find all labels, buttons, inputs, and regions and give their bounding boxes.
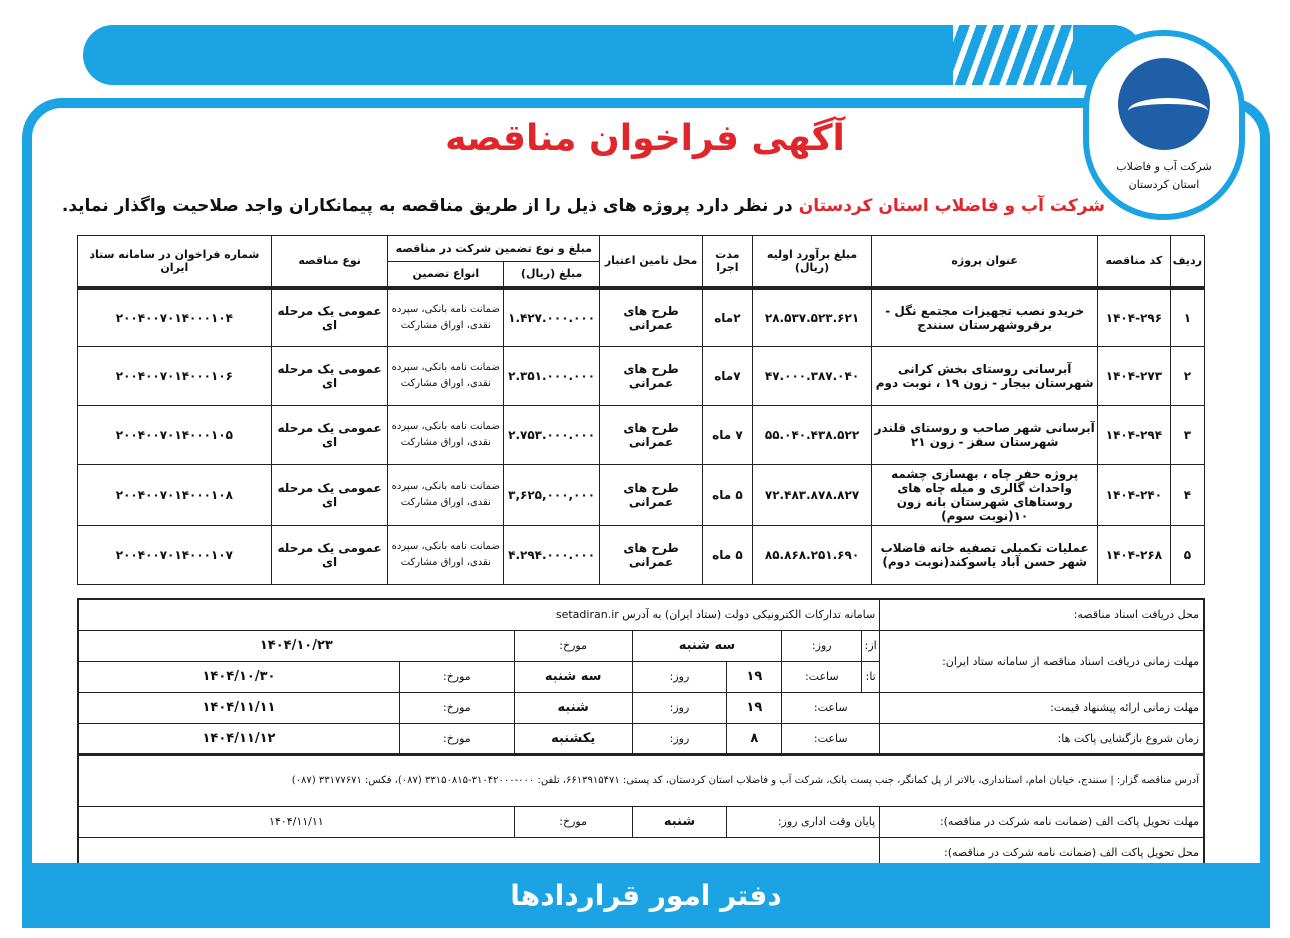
top-banner	[83, 25, 1143, 85]
cell-number: ۲۰۰۴۰۰۷۰۱۴۰۰۰۱۰۵	[78, 406, 272, 465]
stripes-decoration	[953, 25, 1073, 85]
cell-row: ۱	[1170, 288, 1204, 347]
day-label: روز:	[632, 723, 727, 754]
cell-amount: ۱.۴۲۷.۰۰۰.۰۰۰	[504, 288, 600, 347]
cell-type: عمومی یک مرحله ای	[271, 465, 388, 526]
cell-number: ۲۰۰۴۰۰۷۰۱۴۰۰۰۱۰۸	[78, 465, 272, 526]
cell-gtype: ضمانت نامه بانکی، سپرده نقدی، اوراق مشارکت	[388, 406, 504, 465]
col-type: نوع مناقصه	[271, 236, 388, 288]
from-date: ۱۴۰۴/۱۰/۲۳	[78, 630, 514, 661]
cell-gtype: ضمانت نامه بانکی، سپرده نقدی، اوراق مشارکت	[388, 288, 504, 347]
offer-day: شنبه	[514, 692, 632, 723]
cell-fund: طرح های عمرانی	[600, 347, 703, 406]
cell-estimate: ۸۵.۸۶۸.۲۵۱.۶۹۰	[752, 526, 872, 585]
col-code: کد مناقصه	[1098, 236, 1171, 288]
table-row	[78, 347, 1205, 406]
cell-number: ۲۰۰۴۰۰۷۰۱۴۰۰۰۱۰۶	[78, 347, 272, 406]
table-row	[78, 288, 1205, 347]
date-label: مورخ:	[514, 630, 632, 661]
info-table	[77, 598, 1205, 869]
offer-hour: ۱۹	[727, 692, 782, 723]
cell-row: ۲	[1170, 347, 1204, 406]
logo-line-2: استان کردستان	[1128, 177, 1200, 191]
open-date: ۱۴۰۴/۱۱/۱۲	[78, 723, 399, 754]
cell-estimate: ۴۷.۰۰۰.۳۸۷.۰۴۰	[752, 347, 872, 406]
address: سنندج، خیابان امام، استانداری، بالاتر از پل کمانگر، جنب پست بانک، شرکت آب و فاضلاب استان کردستان، کد پستی: ۶۶۱۳۹۱۵۴۷۱، تلفن: ۰۰۰-۳۱۰۴۲۰۰۰-۳۳۱۵۰۸۱۵ (۰۸۷)، فکس: ۳۳۱۷۷۶۷۱ (۰۸۷)	[291, 775, 1108, 786]
intro-text	[62, 196, 1105, 216]
day-label: روز:	[782, 630, 862, 661]
date-label: مورخ:	[399, 692, 514, 723]
cell-estimate: ۵۵.۰۴۰.۴۳۸.۵۲۲	[752, 406, 872, 465]
hour-label: ساعت:	[782, 692, 880, 723]
date-label: مورخ:	[514, 806, 632, 837]
open-label: زمان شروع بازگشایی پاکت ها:	[880, 723, 1204, 754]
cell-code: ۱۴۰۴-۲۹۴	[1098, 406, 1171, 465]
cell-estimate: ۷۲.۴۸۳.۸۷۸.۸۲۷	[752, 465, 872, 526]
cell-amount: ۲.۳۵۱.۰۰۰.۰۰۰	[504, 347, 600, 406]
day-label: روز:	[632, 661, 727, 692]
org-name: شرکت آب و فاضلاب استان کردستان	[798, 196, 1105, 216]
hour-label: ساعت:	[782, 723, 880, 754]
cell-title: پروژه حفر چاه ، بهسازی چشمه واحداث گالری و میله چاه های روستاهای شهرستان بانه زون ۱۰(نوبت سوم)	[872, 465, 1098, 526]
table-row	[78, 465, 1205, 526]
col-gtype: انواع تضمین	[388, 262, 504, 288]
tender-table	[77, 235, 1205, 585]
cell-row: ۵	[1170, 526, 1204, 585]
cell-fund: طرح های عمرانی	[600, 526, 703, 585]
logo-text	[1089, 158, 1239, 193]
open-day: یکشنبه	[514, 723, 632, 754]
from-label: از:	[862, 630, 880, 661]
docs-place-label: محل دریافت اسناد مناقصه:	[880, 599, 1204, 630]
cell-gtype: ضمانت نامه بانکی، سپرده نقدی، اوراق مشارکت	[388, 465, 504, 526]
cell-fund: طرح های عمرانی	[600, 465, 703, 526]
cell-number: ۲۰۰۴۰۰۷۰۱۴۰۰۰۱۰۴	[78, 288, 272, 347]
page-title: آگهی فراخوان مناقصه	[445, 118, 845, 159]
cell-title: آبرسانی شهر صاحب و روستای قلندر شهرستان سقز - زون ۲۱	[872, 406, 1098, 465]
cell-row: ۴	[1170, 465, 1204, 526]
company-logo	[1083, 30, 1245, 220]
day-label: روز:	[632, 692, 727, 723]
open-hour: ۸	[727, 723, 782, 754]
cell-duration: ۲ماه	[703, 288, 753, 347]
cell-amount: ۴.۲۹۴.۰۰۰.۰۰۰	[504, 526, 600, 585]
cell-row: ۳	[1170, 406, 1204, 465]
col-title: عنوان پروژه	[872, 236, 1098, 288]
to-date: ۱۴۰۴/۱۰/۳۰	[78, 661, 399, 692]
cell-title: آبرسانی روستای بخش کرانی شهرستان بیجار - زون ۱۹ ، نوبت دوم	[872, 347, 1098, 406]
cell-estimate: ۲۸.۵۳۷.۵۲۳.۶۲۱	[752, 288, 872, 347]
cell-code: ۱۴۰۴-۲۴۰	[1098, 465, 1171, 526]
cell-code: ۱۴۰۴-۲۶۸	[1098, 526, 1171, 585]
cell-number: ۲۰۰۴۰۰۷۰۱۴۰۰۰۱۰۷	[78, 526, 272, 585]
cell-fund: طرح های عمرانی	[600, 288, 703, 347]
address-label: آدرس مناقصه گزار:	[1116, 775, 1199, 786]
cell-type: عمومی یک مرحله ای	[271, 288, 388, 347]
cell-type: عمومی یک مرحله ای	[271, 347, 388, 406]
col-amount: مبلغ (ریال)	[504, 262, 600, 288]
col-row: ردیف	[1170, 236, 1204, 288]
cell-type: عمومی یک مرحله ای	[271, 406, 388, 465]
table-row	[78, 406, 1205, 465]
col-fund: محل تامین اعتبار	[600, 236, 703, 288]
cell-amount: ۲.۷۵۳.۰۰۰.۰۰۰	[504, 406, 600, 465]
cell-duration: ۵ ماه	[703, 465, 753, 526]
intro-sentence: در نظر دارد پروژه های ذیل را از طریق مناقصه به پیمانکاران واجد صلاحیت واگذار نماید.	[61, 196, 793, 216]
cell-duration: ۵ ماه	[703, 526, 753, 585]
to-hour: ۱۹	[727, 661, 782, 692]
deliver-date: ۱۴۰۴/۱۱/۱۱	[78, 806, 514, 837]
date-label: مورخ:	[399, 661, 514, 692]
address-row: آدرس مناقصه گزار: | سنندج، خیابان امام، استانداری، بالاتر از پل کمانگر، جنب پست بانک، شرکت آب و فاضلاب استان کردستان، کد پستی: ۶۶۱۳۹۱۵۴۷۱، تلفن: ۰۰۰-۳۱۰۴۲۰۰۰-۳۳۱۵۰۸۱۵ (۰۸۷)، فکس: ۳۳۱۷۷۶۷۱ (۰۸۷)	[78, 754, 1204, 806]
date-label: مورخ:	[399, 723, 514, 754]
col-number: شماره فراخوان در سامانه ستاد ایران	[78, 236, 272, 288]
cell-title: خریدو نصب تجهیزات مجتمع نگل - برقروشهرستان سنندج	[872, 288, 1098, 347]
deliver-day: شنبه	[632, 806, 727, 837]
to-day: سه شنبه	[514, 661, 632, 692]
cell-type: عمومی یک مرحله ای	[271, 526, 388, 585]
footer-banner: دفتر امور قراردادها	[22, 863, 1270, 928]
docs-place[interactable]: سامانه تدارکات الکترونیکی دولت (ستاد ایران) به آدرس setadiran.ir	[78, 599, 880, 630]
cell-duration: ۷ماه	[703, 347, 753, 406]
from-day: سه شنبه	[632, 630, 782, 661]
deliver-label: مهلت تحویل پاکت الف (ضمانت نامه شرکت در مناقصه):	[880, 806, 1204, 837]
table-row	[78, 526, 1205, 585]
col-duration: مدت اجرا	[703, 236, 753, 288]
cell-code: ۱۴۰۴-۲۷۳	[1098, 347, 1171, 406]
logo-line-1: شرکت آب و فاضلاب	[1116, 160, 1212, 173]
cell-gtype: ضمانت نامه بانکی، سپرده نقدی، اوراق مشارکت	[388, 526, 504, 585]
docs-time-label: مهلت زمانی دریافت اسناد مناقصه از سامانه ستاد ایران:	[880, 630, 1204, 692]
cell-duration: ۷ ماه	[703, 406, 753, 465]
to-label: تا:	[862, 661, 880, 692]
offer-date: ۱۴۰۴/۱۱/۱۱	[78, 692, 399, 723]
cell-fund: طرح های عمرانی	[600, 406, 703, 465]
col-estimate: مبلغ برآورد اولیه (ریال)	[752, 236, 872, 288]
cell-code: ۱۴۰۴-۲۹۶	[1098, 288, 1171, 347]
water-drop-icon	[1118, 58, 1210, 150]
cell-gtype: ضمانت نامه بانکی، سپرده نقدی، اوراق مشارکت	[388, 347, 504, 406]
hour-label: ساعت:	[782, 661, 862, 692]
offer-label: مهلت زمانی ارائه پیشنهاد قیمت:	[880, 692, 1204, 723]
deliver-end-label: پایان وقت اداری روز:	[727, 806, 880, 837]
cell-amount: ۳,۶۲۵,۰۰۰,۰۰۰	[504, 465, 600, 526]
deliver-place-label: محل تحویل پاکت الف (ضمانت نامه شرکت در مناقصه):	[880, 837, 1204, 868]
cell-title: عملیات تکمیلی تصفیه خانه فاضلاب شهر حسن آباد یاسوکند(نوبت دوم)	[872, 526, 1098, 585]
col-guarantee: مبلغ و نوع تضمین شرکت در مناقصه	[388, 236, 600, 262]
